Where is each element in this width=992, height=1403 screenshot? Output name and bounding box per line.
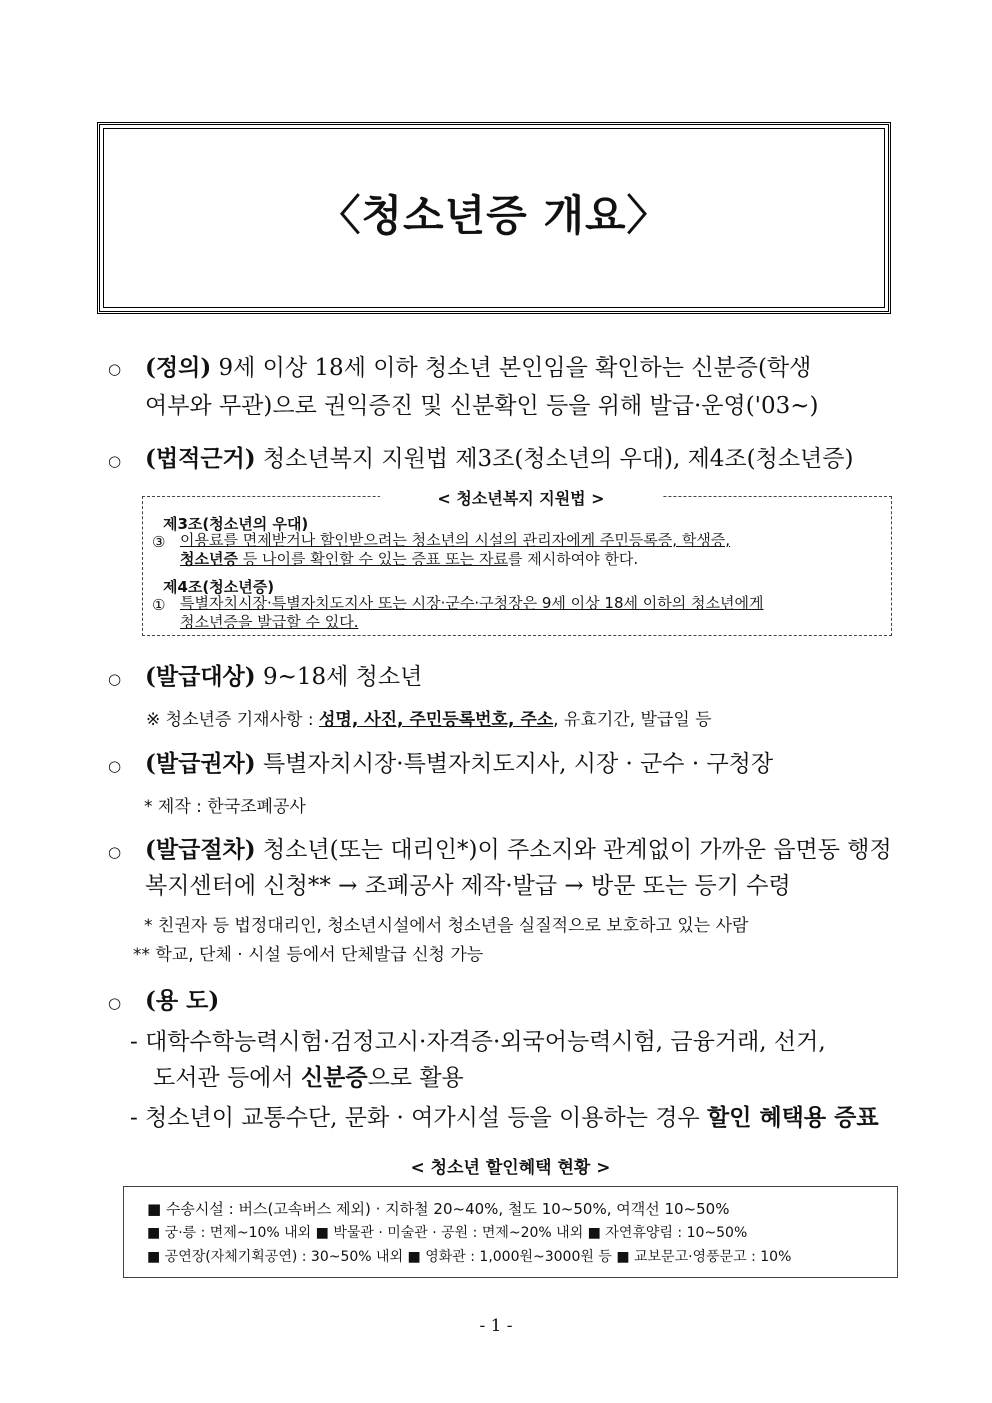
usage-item2 — [130, 1102, 879, 1134]
legal-basis-bullet: ○ — [108, 452, 122, 470]
usage-item1-pre: 도서관 등에서 — [153, 1065, 301, 1091]
article3-line1: 이용료를 면제받거나 할인받으려는 청소년의 시설의 관리자에게 주민등록증, 학생증, — [180, 531, 731, 549]
legal-basis-label: (법적근거) — [145, 445, 256, 472]
article4-number: ① — [152, 596, 166, 614]
usage-item1-line2 — [153, 1062, 464, 1094]
target-note-prefix: ※ 청소년증 기재사항 : — [146, 710, 319, 730]
target-note — [146, 705, 712, 730]
procedure-note2: ** 학교, 단체 · 시설 등에서 단체발급 신청 가능 — [133, 945, 484, 965]
legal-basis-line — [145, 443, 897, 475]
target-text: 9~18세 청소년 — [262, 664, 423, 690]
article4-line2: 청소년증을 발급할 수 있다. — [180, 613, 359, 631]
procedure-label: (발급절차) — [145, 836, 256, 863]
target-note-bold: 성명, 사진, 주민등록번호, 주소 — [318, 710, 554, 730]
procedure-line1 — [145, 834, 897, 866]
usage-item1-line1: - 대학수학능력시험·검정고시·자격증·외국어능력시험, 금융거래, 선거, — [130, 1029, 826, 1055]
article3-title: 제3조(청소년의 우대) — [163, 515, 309, 533]
discounts-line2: ■ 궁·릉 : 면제~10% 내외 ■ 박물관 · 미술관 · 공원 : 면제~20% 내외 ■ 자연휴양림 : 10~50% — [147, 1225, 748, 1241]
usage-item2-bold: 할인 혜택용 증표 — [707, 1104, 879, 1131]
definition-line2: 여부와 무관)으로 권익증진 및 신분확인 등을 위해 발급·운영('03~) — [145, 393, 819, 419]
definition-label: (정의) — [145, 354, 212, 381]
discounts-line1: ■ 수송시설 : 버스(고속버스 제외) · 지하철 20~40%, 철도 10~50%, 여객선 10~50% — [147, 1200, 730, 1218]
authority-bullet: ○ — [108, 757, 122, 775]
authority-note: * 제작 : 한국조폐공사 — [144, 797, 306, 817]
authority-line — [145, 748, 773, 780]
law-box-heading: < 청소년복지 지원법 > — [380, 486, 662, 509]
article4-line1: 특별자치시장·특별자치도지사 또는 시장·군수·구청장은 9세 이상 18세 이하의 청소년에게 — [180, 594, 764, 612]
procedure-text1: 청소년(또는 대리인*)이 주소지와 관계없이 가까운 읍면동 행정 — [262, 837, 892, 863]
target-line — [145, 661, 422, 693]
usage-item1-bold: 신분증 — [300, 1064, 368, 1091]
authority-label: (발급권자) — [145, 750, 256, 777]
legal-basis-text: 청소년복지 지원법 제3조(청소년의 우대), 제4조(청소년증) — [262, 446, 854, 472]
usage-bullet: ○ — [108, 994, 122, 1012]
usage-label: (용 도) — [145, 987, 220, 1014]
article3-line2 — [180, 550, 638, 569]
discounts-line3: ■ 공연장(자체기획공연) : 30~50% 내외 ■ 영화관 : 1,000원~3000원 등 ■ 교보문고·영풍문고 : 10% — [147, 1249, 792, 1265]
definition-text1: 9세 이상 18세 이하 청소년 본인임을 확인하는 신분증(학생 — [218, 355, 812, 381]
authority-text: 특별자치시장·특별자치도지사, 시장 · 군수 · 구청장 — [262, 751, 774, 777]
target-bullet: ○ — [108, 670, 122, 688]
article3-underlined-text: 등 나이를 확인할 수 있는 증표 또는 자료 — [237, 550, 508, 568]
usage-item2-pre: - 청소년이 교통수단, 문화 · 여가시설 등을 이용하는 경우 — [130, 1105, 707, 1131]
target-note-rest: , 유효기간, 발급일 등 — [553, 710, 712, 730]
definition-bullet: ○ — [108, 360, 122, 378]
article3-bold-term: 청소년증 — [180, 550, 238, 568]
procedure-bullet: ○ — [108, 843, 122, 861]
article4-title: 제4조(청소년증) — [163, 578, 275, 596]
title-box — [97, 122, 891, 314]
definition-line1 — [145, 352, 897, 384]
article3-tail: 를 제시하여야 한다. — [507, 550, 639, 568]
procedure-note1: * 친권자 등 법정대리인, 청소년시설에서 청소년을 실질적으로 보호하고 있는 사람 — [144, 916, 749, 936]
page-title: 〈청소년증 개요〉 — [318, 191, 670, 240]
usage-item1-post: 으로 활용 — [367, 1065, 464, 1091]
target-label: (발급대상) — [145, 663, 256, 690]
procedure-line2: 복지센터에 신청** → 조폐공사 제작·발급 → 방문 또는 등기 수령 — [145, 873, 791, 899]
article3-number: ③ — [152, 533, 166, 551]
discounts-heading: < 청소년 할인혜택 현황 > — [410, 1158, 611, 1178]
page-number: - 1 - — [479, 1316, 513, 1336]
